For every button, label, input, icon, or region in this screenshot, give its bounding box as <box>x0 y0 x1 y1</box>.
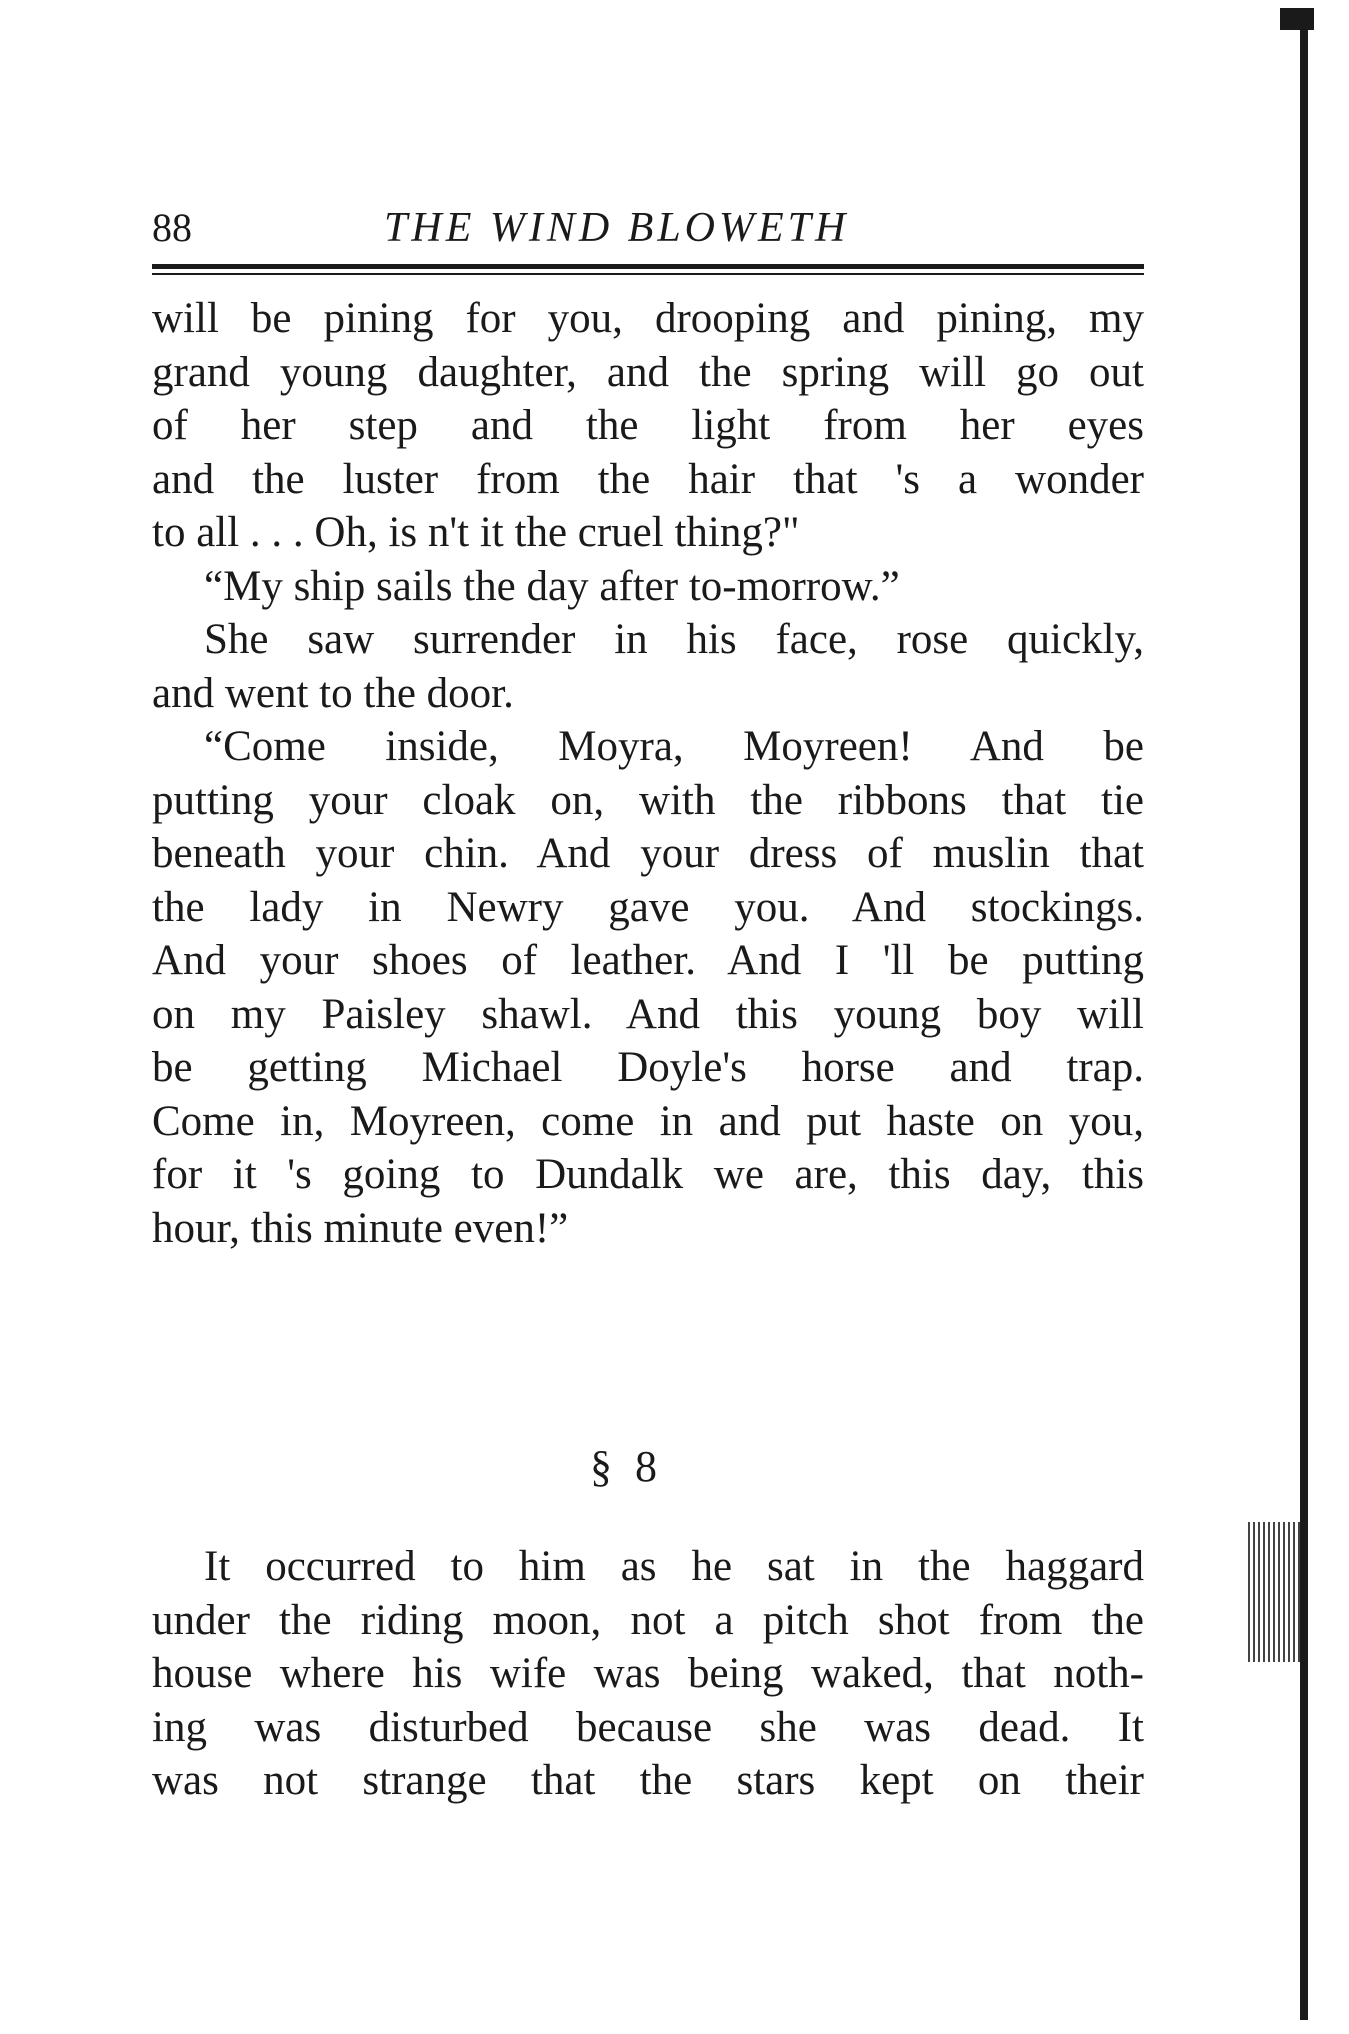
text-line: It occurred to him as he sat in the haggard <box>204 1543 1144 1590</box>
body-text-top <box>152 292 1144 1255</box>
scan-artifact <box>1248 1522 1300 1662</box>
text-line: “My ship sails the day after to-morrow.” <box>204 562 900 610</box>
text-line: She saw surrender in his face, rose quickly, <box>204 616 1144 663</box>
text-line: the lady in Newry gave you. And stockings. <box>152 883 1144 931</box>
text-line: be getting Michael Doyle's horse and trap. <box>152 1044 1144 1091</box>
body-text-bottom <box>152 1540 1144 1808</box>
running-title: THE WIND BLOWETH <box>384 205 850 251</box>
binding-edge-cap <box>1280 8 1314 30</box>
text-line: will be pining for you, drooping and pining, my <box>152 295 1144 342</box>
page-header <box>152 200 1142 260</box>
page-number: 88 <box>152 205 192 250</box>
text-line: Come in, Moyreen, come in and put haste on you, <box>152 1097 1144 1145</box>
text-line: on my Paisley shawl. And this young boy will <box>152 990 1144 1038</box>
header-rule-thick <box>152 264 1144 269</box>
text-line: And your shoes of leather. And I 'll be putting <box>152 937 1144 984</box>
text-line: and went to the door. <box>152 669 514 717</box>
text-line: to all . . . Oh, is n't it the cruel thing?" <box>152 509 800 556</box>
text-line: and the luster from the hair that 's a wonder <box>152 455 1144 503</box>
binding-edge <box>1300 20 1308 2020</box>
text-line: ing was disturbed because she was dead. It <box>152 1703 1144 1751</box>
text-line: hour, this minute even!” <box>152 1204 569 1252</box>
text-line: for it 's going to Dundalk we are, this day, this <box>152 1151 1144 1198</box>
text-line: house where his wife was being waked, that noth- <box>152 1650 1144 1697</box>
text-line: of her step and the light from her eyes <box>152 402 1144 449</box>
text-line: “Come inside, Moyra, Moyreen! And be <box>204 723 1144 770</box>
text-line: grand young daughter, and the spring will go out <box>152 348 1144 396</box>
text-line: beneath your chin. And your dress of muslin that <box>152 830 1144 877</box>
text-line: putting your cloak on, with the ribbons that tie <box>152 776 1144 824</box>
text-line: was not strange that the stars kept on their <box>152 1757 1144 1804</box>
text-line: under the riding moon, not a pitch shot from the <box>152 1596 1144 1644</box>
section-heading: § 8 <box>590 1442 663 1491</box>
header-rule-thin <box>152 273 1144 275</box>
